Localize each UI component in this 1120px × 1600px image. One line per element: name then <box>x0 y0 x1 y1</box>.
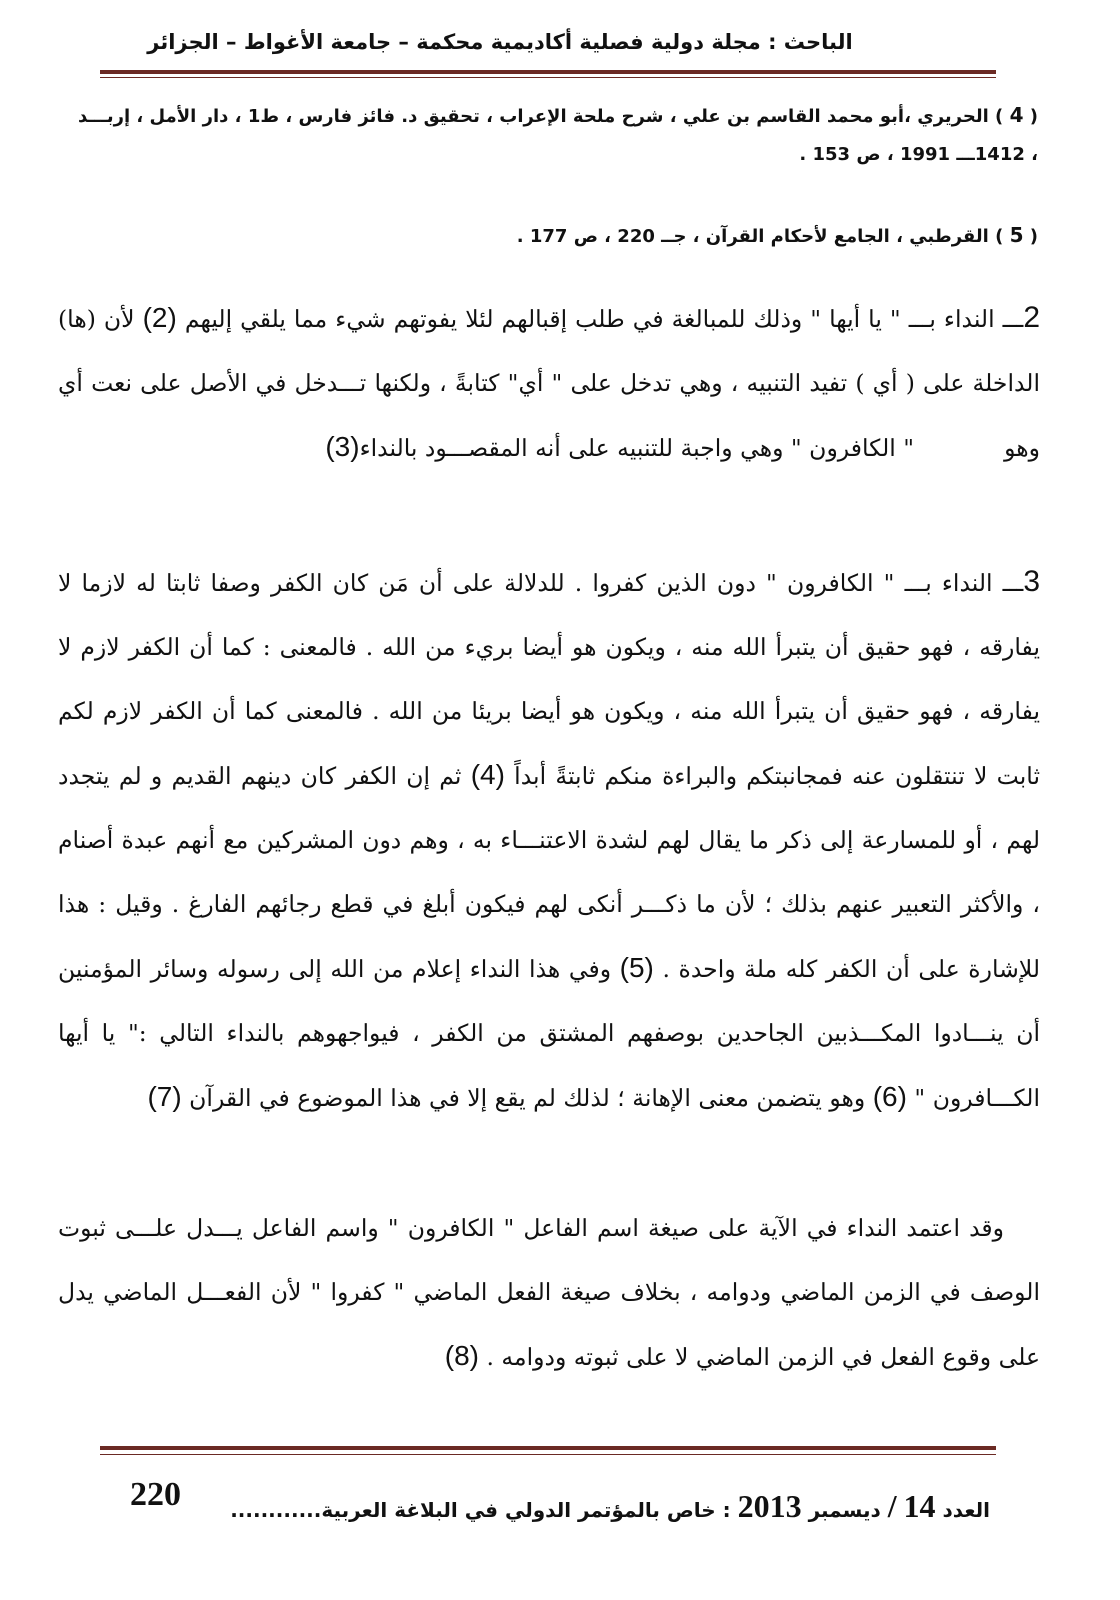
footer-issue-info <box>110 1488 990 1525</box>
footer-issue-number: 14 <box>903 1488 936 1524</box>
footnote-text: القرطبي ، الجامع لأحكام القرآن ، جــ 220 ، ص 177 . <box>516 226 989 247</box>
footnote-number: 5 <box>1009 223 1024 247</box>
footer-page-number: 220 <box>130 1476 181 1513</box>
paragraph-text: ـــ النداء بـــ " يا أيها " وذلك للمبالغة في طلب إقبالهم لئلا يفوتهم شيء مما يلقي إليهم <box>176 305 1024 333</box>
paragraph-text: " الكافرون " وهي واجبة للتنبيه على أنه المقصـــود بالنداء <box>359 434 915 462</box>
item-number: 2 <box>1023 301 1040 334</box>
header-rule-thick <box>100 70 996 74</box>
reference-marker: (8) <box>444 1340 479 1371</box>
paragraph-text: وهو يتضمن معنى الإهانة ؛ لذلك لم يقع إلا في هذا الموضوع في القرآن <box>181 1084 873 1112</box>
footnote-number: 4 <box>1009 103 1024 127</box>
paragraph-item-2 <box>58 286 1040 480</box>
footer-month: ديسمبر <box>808 1498 881 1522</box>
footer-issue-label: العدد <box>942 1498 990 1522</box>
footnote-5: ( 5 ) القرطبي ، الجامع لأحكام القرآن ، جــ 220 ، ص 177 . <box>516 223 1038 247</box>
footer-year: 2013 <box>737 1488 802 1524</box>
reference-marker: (7) <box>147 1081 182 1112</box>
paragraph-text: وقد اعتمد النداء في الآية على صيغة اسم الفاعل " الكافرون " واسم الفاعل يـــدل علـــى ثبوت الوصف في الزمن الماضي ودوامه ، بخلاف صيغة الفعل الماضي " كفروا " لأن الفعـــل الماضي يدل على وقوع الفعل في الزمن الماضي لا على ثبوته ودوامه . <box>58 1214 1040 1371</box>
paragraph-text: ـــ النداء بـــ " الكافرون " دون الذين كفروا . للدلالة على أن مَن كان الكفر وصفا ثابتا له لازما لا يفارقه ، فهو حقيق أن يتبرأ الله منه ، ويكون هو أيضا بريء من الله . فالمعنى : كما أن الكفر لازم لا يفارقه ، فهو حقيق أن يتبرأ الله منه ، ويكون هو أيضا بريئا من الله . فالمعنى كما أن الكفر لازم لكم ثابت لا تنتقلون عنه فمجانبتكم والبراءة منكم ثابتةً أبداً <box>58 569 1040 790</box>
reference-marker: (2) <box>142 302 177 333</box>
footnote-text: الحريري ،أبو محمد القاسم بن علي ، شرح ملحة الإعراب ، تحقيق د. فائز فارس ، ط1 ، دار الأمل ، إربـــد ، 1412ـــ 1991 ، ص 153 . <box>78 106 1038 165</box>
item-number: 3 <box>1023 565 1040 598</box>
paragraph-closing <box>58 1196 1040 1389</box>
footnote-4: ( 4 ) الحريري ،أبو محمد القاسم بن علي ، شرح ملحة الإعراب ، تحقيق د. فائز فارس ، ط1 ، دار الأمل ، إربـــد ، 1412ـــ 1991 ، ص 153 . <box>78 103 1038 165</box>
reference-marker: (4) <box>470 759 505 790</box>
paragraph-text: وفي هذا النداء إعلام من الله إلى رسوله وسائر المؤمنين أن ينـــادوا المكـــذبين الجاحدين بوصفهم المشتق من الكفر ، فيواجهوهم بالنداء التالي :" يا أيها الكـــافرون " <box>58 955 1040 1112</box>
footer-slash: / <box>887 1488 897 1524</box>
reference-marker: (6) <box>872 1081 907 1112</box>
footer-rule-thick <box>100 1446 996 1450</box>
journal-header-title: الباحث : مجلة دولية فصلية أكاديمية محكمة – جامعة الأغواط – الجزائر <box>147 30 853 54</box>
paragraph-text: لأن (ها) الداخلة على ( أي ) تفيد التنبيه ، وهي تدخل على " أي" كتابةً ، ولكنها تـــدخل في الأصل على نعت أي وهو <box>58 305 1040 462</box>
paragraph-text: ثم إن الكفر كان دينهم القديم و لم يتجدد لهم ، أو للمسارعة إلى ذكر ما يقال لهم لشدة الاعتنـــاء به ، وهم دون المشركين مع أنهم عبدة أصنام ، والأكثر التعبير عنهم بذلك ؛ لأن ما ذكـــر أنكى لهم فيكون أبلغ في قطع رجائهم الفارغ . وقيل : هذا للإشارة على أن الكفر كله ملة واحدة . <box>58 762 1040 983</box>
paragraph-item-3 <box>58 550 1040 1130</box>
reference-marker: (3) <box>325 431 360 462</box>
header-rule-thin <box>100 77 996 78</box>
footer-subtitle: : خاص بالمؤتمر الدولي في البلاغة العربية............ <box>230 1498 731 1522</box>
footer-rule-thin <box>100 1454 996 1455</box>
reference-marker: (5) <box>619 952 654 983</box>
